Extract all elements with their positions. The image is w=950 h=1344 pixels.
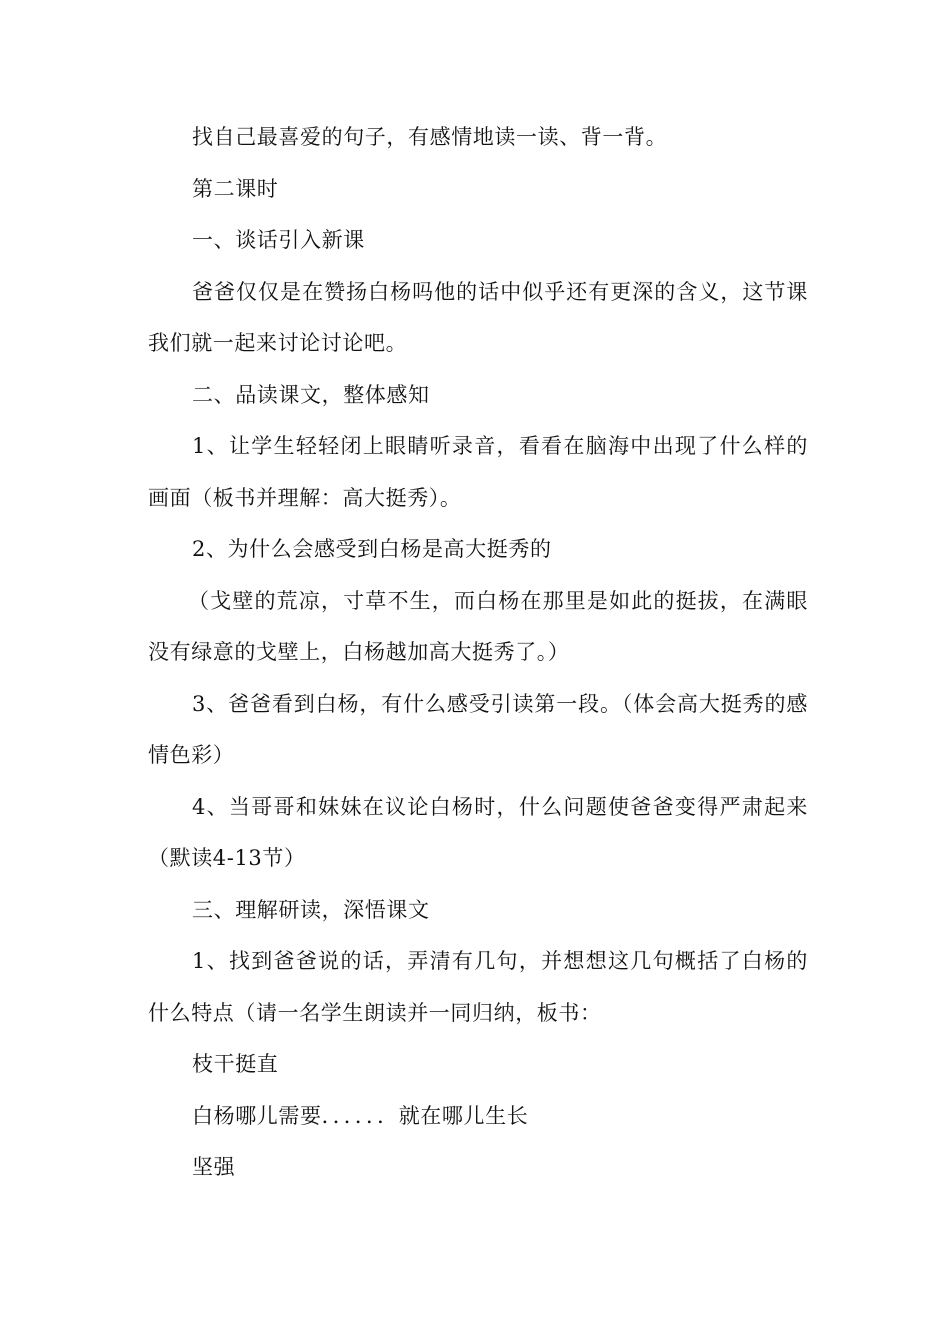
board-item-grow-anywhere: 白杨哪儿需要．．．．．．就在哪儿生长 xyxy=(192,1103,529,1128)
board-item-straight-trunk: 枝干挺直 xyxy=(192,1052,279,1076)
paragraph-favorite-sentence: 找自己最喜爱的句子，有感情地读一读、背一背。 xyxy=(192,125,668,149)
document-page xyxy=(148,112,808,1194)
paragraph-father-meaning: 爸爸仅仅是在赞扬白杨吗他的话中似乎还有更深的含义，这节课我们就一起来讨论讨论吧。 xyxy=(148,279,808,355)
paragraph-find-father-words: 1、找到爸爸说的话，弄清有几句，并想想这几句概括了白杨的什么特点（请一名学生朗读并一同归纳，板书： xyxy=(148,949,808,1025)
paragraph-step-4-siblings: 4、当哥哥和妹妹在议论白杨时，什么问题使爸爸变得严肃起来（默读4-13节） xyxy=(148,794,808,870)
paragraph-step-1-listen: 1、让学生轻轻闭上眼睛听录音，看看在脑海中出现了什么样的画面（板书并理解：高大挺秀）。 xyxy=(148,434,808,510)
paragraph-step-3-father: 3、爸爸看到白杨，有什么感受引读第一段。（体会高大挺秀的感情色彩） xyxy=(148,691,808,767)
paragraph-step-2-question: 2、为什么会感受到白杨是高大挺秀的 xyxy=(192,537,552,561)
paragraph-gobi-note: （戈壁的荒凉，寸草不生，而白杨在那里是如此的挺拔，在满眼没有绿意的戈壁上，白杨越加高大挺秀了。） xyxy=(148,588,808,664)
section-heading-understanding: 三、理解研读，深悟课文 xyxy=(192,897,430,922)
section-heading-reading: 二、品读课文，整体感知 xyxy=(192,382,430,407)
section-heading-introduction: 一、谈话引入新课 xyxy=(192,228,365,252)
lesson-heading-second-period: 第二课时 xyxy=(192,176,279,201)
board-item-strong: 坚强 xyxy=(192,1155,236,1179)
